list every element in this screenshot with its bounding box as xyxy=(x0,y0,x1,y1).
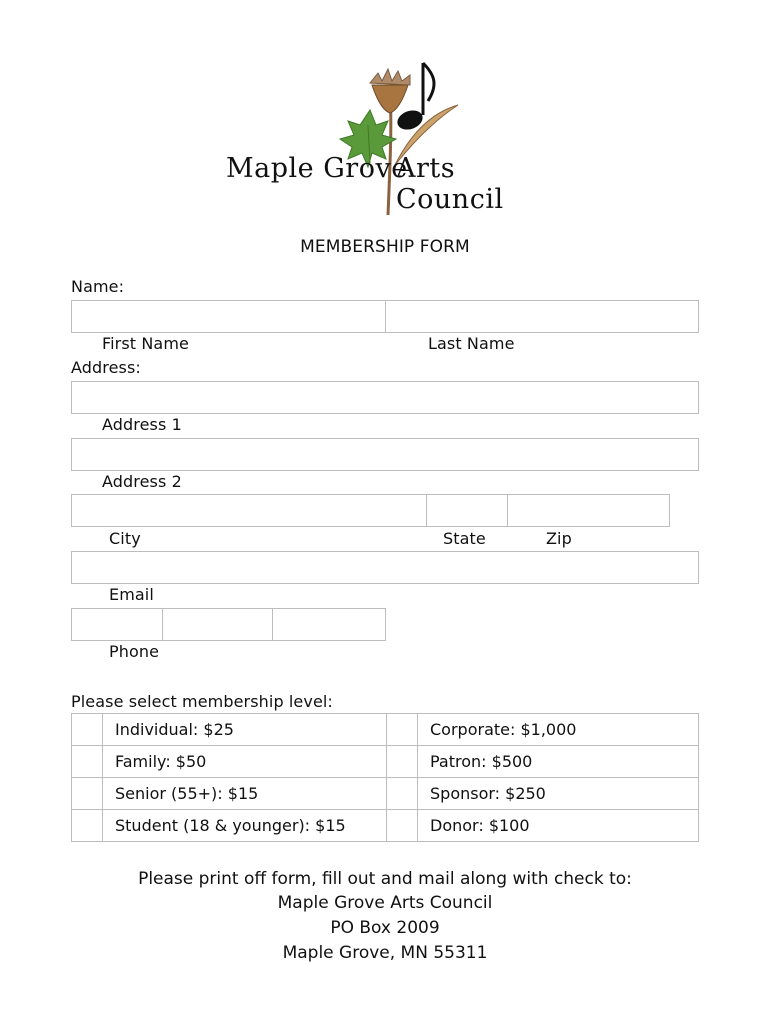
option-label: Donor: $100 xyxy=(418,810,699,842)
last-name-caption: Last Name xyxy=(428,334,515,353)
address1-field[interactable] xyxy=(71,381,699,414)
checkbox-senior[interactable] xyxy=(72,778,103,810)
option-label: Patron: $500 xyxy=(418,746,699,778)
option-label: Corporate: $1,000 xyxy=(418,714,699,746)
email-caption: Email xyxy=(109,585,154,604)
checkbox-corporate[interactable] xyxy=(387,714,418,746)
last-name-field[interactable] xyxy=(385,300,699,333)
phone-area-code-field[interactable] xyxy=(71,608,163,641)
mailing-city-state-zip: Maple Grove, MN 55311 xyxy=(282,943,488,963)
table-row xyxy=(72,810,699,842)
first-name-field[interactable] xyxy=(71,300,386,333)
city-field[interactable] xyxy=(71,494,427,527)
checkbox-family[interactable] xyxy=(72,746,103,778)
address2-field[interactable] xyxy=(71,438,699,471)
zip-field[interactable] xyxy=(507,494,670,527)
option-label: Senior (55+): $15 xyxy=(103,778,387,810)
email-field[interactable] xyxy=(71,551,699,584)
option-label: Student (18 & younger): $15 xyxy=(103,810,387,842)
table-row xyxy=(72,778,699,810)
mailing-instruction: Please print off form, fill out and mail along with check to: xyxy=(138,869,632,889)
zip-caption: Zip xyxy=(546,529,572,548)
form-title: MEMBERSHIP FORM xyxy=(300,237,470,257)
phone-prefix-field[interactable] xyxy=(162,608,273,641)
option-label: Individual: $25 xyxy=(103,714,387,746)
logo-text-left: Maple Grove xyxy=(226,153,408,184)
phone-caption: Phone xyxy=(109,642,160,661)
option-label: Sponsor: $250 xyxy=(418,778,699,810)
address2-caption: Address 2 xyxy=(102,472,182,491)
mailing-org-name: Maple Grove Arts Council xyxy=(277,893,493,913)
table-row xyxy=(72,746,699,778)
name-label: Name: xyxy=(71,277,125,296)
logo xyxy=(220,55,550,220)
address1-caption: Address 1 xyxy=(102,415,182,434)
state-field[interactable] xyxy=(426,494,508,527)
checkbox-patron[interactable] xyxy=(387,746,418,778)
city-caption: City xyxy=(109,529,141,548)
first-name-caption: First Name xyxy=(102,334,189,353)
checkbox-individual[interactable] xyxy=(72,714,103,746)
mailing-po-box: PO Box 2009 xyxy=(330,918,440,938)
checkbox-sponsor[interactable] xyxy=(387,778,418,810)
membership-prompt: Please select membership level: xyxy=(71,692,333,711)
membership-table xyxy=(71,713,699,842)
table-row xyxy=(72,714,699,746)
address-label: Address: xyxy=(71,358,141,377)
phone-line-field[interactable] xyxy=(272,608,386,641)
state-caption: State xyxy=(443,529,486,548)
checkbox-donor[interactable] xyxy=(387,810,418,842)
checkbox-student[interactable] xyxy=(72,810,103,842)
logo-text-right: Arts Council xyxy=(396,153,504,215)
option-label: Family: $50 xyxy=(103,746,387,778)
